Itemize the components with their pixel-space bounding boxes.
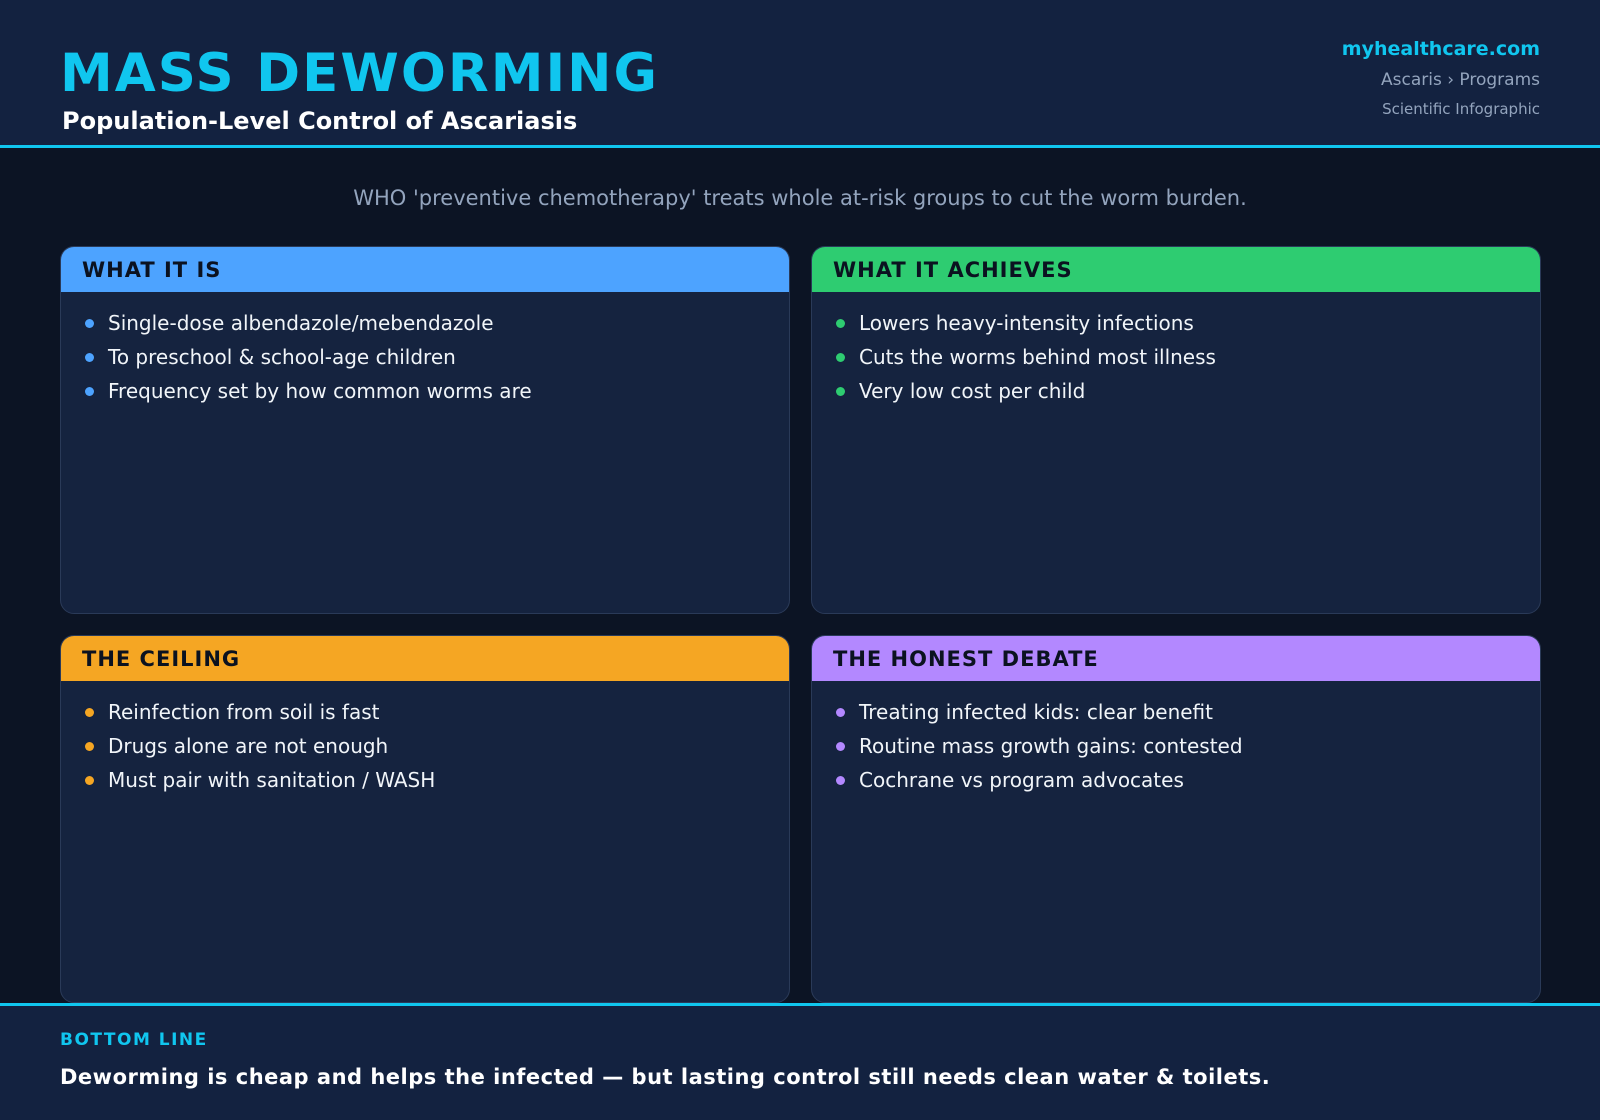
list-item <box>61 306 789 340</box>
page-title: MASS DEWORMING <box>60 43 660 104</box>
list-item-text: Lowers heavy-intensity infections <box>859 311 1194 335</box>
list-item-text: Must pair with sanitation / WASH <box>108 768 436 792</box>
list-item <box>812 695 1540 729</box>
bullet-icon <box>85 353 94 362</box>
list-item-text: Single-dose albendazole/mebendazole <box>108 311 494 335</box>
bullet-icon <box>836 319 845 328</box>
card-header: WHAT IT IS <box>61 247 789 292</box>
bottom-line-label: BOTTOM LINE <box>60 1030 208 1050</box>
bullet-icon <box>836 387 845 396</box>
brand-link[interactable]: myhealthcare.com <box>1341 38 1540 60</box>
bullet-icon <box>836 742 845 751</box>
bottom-line-footer <box>0 1003 1600 1120</box>
list-item-text: Frequency set by how common worms are <box>108 379 532 403</box>
card-list <box>812 681 1540 797</box>
bullet-icon <box>836 708 845 717</box>
bullet-icon <box>85 742 94 751</box>
card-the-ceiling <box>60 635 790 1003</box>
intro-text: WHO 'preventive chemotherapy' treats whole at-risk groups to cut the worm burden. <box>353 186 1247 210</box>
bottom-line-text: Deworming is cheap and helps the infected — but lasting control still needs clean water & toilets. <box>60 1065 1271 1089</box>
page-subtitle: Population-Level Control of Ascariasis <box>62 107 578 135</box>
list-item-text: Cochrane vs program advocates <box>859 768 1184 792</box>
list-item <box>61 729 789 763</box>
infographic-tag: Scientific Infographic <box>1382 100 1540 118</box>
list-item-text: Cuts the worms behind most illness <box>859 345 1216 369</box>
card-the-honest-debate <box>811 635 1541 1003</box>
bullet-icon <box>85 319 94 328</box>
list-item <box>61 763 789 797</box>
list-item-text: Very low cost per child <box>859 379 1086 403</box>
bullet-icon <box>85 776 94 785</box>
list-item <box>61 695 789 729</box>
card-list <box>812 292 1540 408</box>
bullet-icon <box>836 776 845 785</box>
bullet-icon <box>85 387 94 396</box>
card-what-it-is <box>60 246 790 614</box>
list-item-text: Treating infected kids: clear benefit <box>859 700 1213 724</box>
list-item <box>61 340 789 374</box>
card-list <box>61 681 789 797</box>
list-item <box>812 763 1540 797</box>
card-what-it-achieves <box>811 246 1541 614</box>
card-header: WHAT IT ACHIEVES <box>812 247 1540 292</box>
list-item-text: Routine mass growth gains: contested <box>859 734 1243 758</box>
list-item <box>61 374 789 408</box>
bullet-icon <box>85 708 94 717</box>
list-item <box>812 374 1540 408</box>
list-item-text: Drugs alone are not enough <box>108 734 389 758</box>
header <box>0 0 1600 148</box>
list-item-text: To preschool & school-age children <box>108 345 456 369</box>
card-list <box>61 292 789 408</box>
list-item <box>812 729 1540 763</box>
card-header: THE HONEST DEBATE <box>812 636 1540 681</box>
bullet-icon <box>836 353 845 362</box>
list-item <box>812 306 1540 340</box>
list-item <box>812 340 1540 374</box>
breadcrumb: Ascaris › Programs <box>1380 70 1540 90</box>
list-item-text: Reinfection from soil is fast <box>108 700 380 724</box>
card-header: THE CEILING <box>61 636 789 681</box>
